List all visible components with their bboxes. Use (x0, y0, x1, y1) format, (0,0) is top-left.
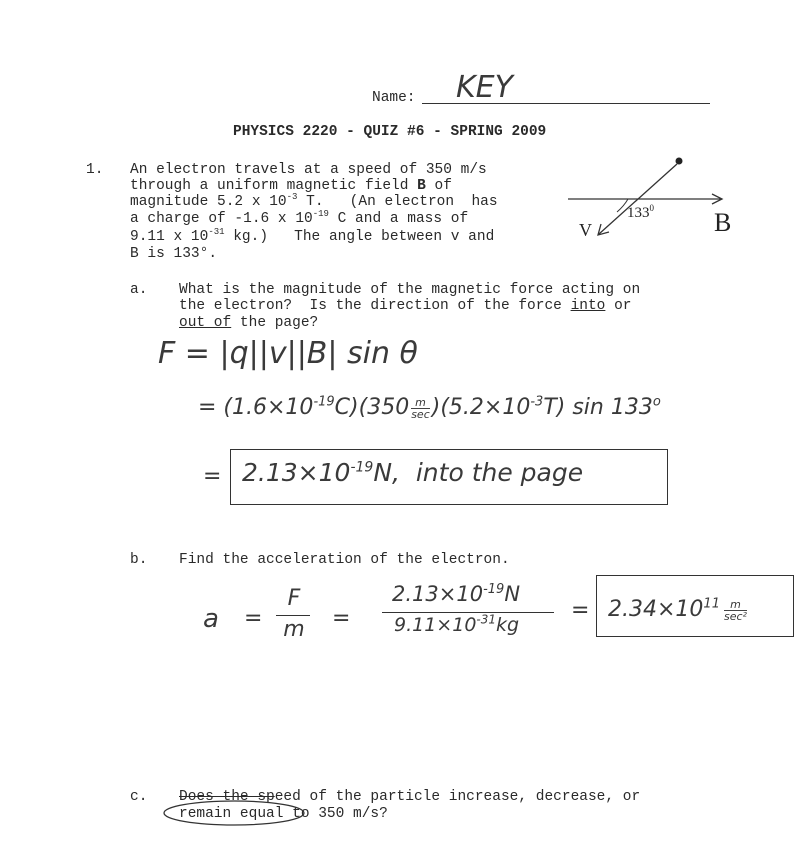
part-a-answer: $2.13\times 10^{-19}N$, into the page (242, 458, 584, 487)
part-b-answer: $2.34\times 10^{11}$ m sec² (608, 596, 747, 623)
part-a-letter: a. (130, 282, 148, 298)
part-a-line-1: What is the magnitude of the magnetic force acting on (179, 282, 641, 298)
problem-line-1: An electron travels at a speed of 350 m/s (130, 162, 487, 178)
problem-line-5: 9.11 x $10^{-31}$ kg.) The angle between v and (130, 227, 495, 245)
part-b-equals-2: = (332, 606, 351, 631)
part-a-substitution: = $(1.6\times 10^{-19}C)(350$ m sec )$(5.2\times 10^{-3}T)$ sin 133$^o$ (198, 394, 661, 421)
problem-line-3: magnitude 5.2 x $10^{-3}$ T. (An electron has (130, 192, 498, 210)
problem-line-6: B is 133°. (130, 246, 218, 262)
part-b-equals-1: = (244, 606, 263, 631)
part-b-equals-3: = (571, 598, 590, 623)
part-a-formula: F = |q||v||B| sin θ (158, 336, 418, 371)
part-b-frac1-den: m (283, 617, 305, 642)
name-label: Name: (372, 90, 416, 106)
problem-line-2: through a uniform magnetic field B of (130, 178, 452, 194)
part-c-line-2: remain equal to 350 m/s? (179, 806, 388, 822)
part-b-frac1-num: F (287, 586, 301, 611)
circled-answer: remain equal (179, 806, 284, 822)
v-label: V (579, 220, 592, 240)
problem-number: 1. (86, 162, 104, 178)
part-a-line-2: the electron? Is the direction of the force into or (179, 298, 632, 314)
angle-label: $133^0$ (627, 203, 654, 221)
part-b-a-symbol: a (203, 604, 219, 634)
struck-text: Does the sp (179, 789, 275, 805)
part-c-line-1: Does the speed of the particle increase, decrease, or (179, 789, 641, 805)
quiz-title: PHYSICS 2220 - QUIZ #6 - SPRING 2009 (233, 124, 547, 140)
part-b-frac2-den: $9.11\times 10^{-31}kg$ (394, 612, 520, 636)
part-a-answer-equals: = (203, 464, 222, 489)
problem-line-4: a charge of -1.6 x $10^{-19}$ C and a mass of (130, 209, 469, 227)
b-label: B (714, 208, 732, 237)
part-a-line-3: out of the page? (179, 315, 319, 331)
part-b-letter: b. (130, 552, 148, 568)
part-c-letter: c. (130, 789, 148, 805)
part-b-frac2-num: $2.13\times 10^{-19}N$ (392, 582, 521, 606)
part-b-line-1: Find the acceleration of the electron. (179, 552, 510, 568)
name-value-handwritten: KEY (456, 70, 513, 105)
